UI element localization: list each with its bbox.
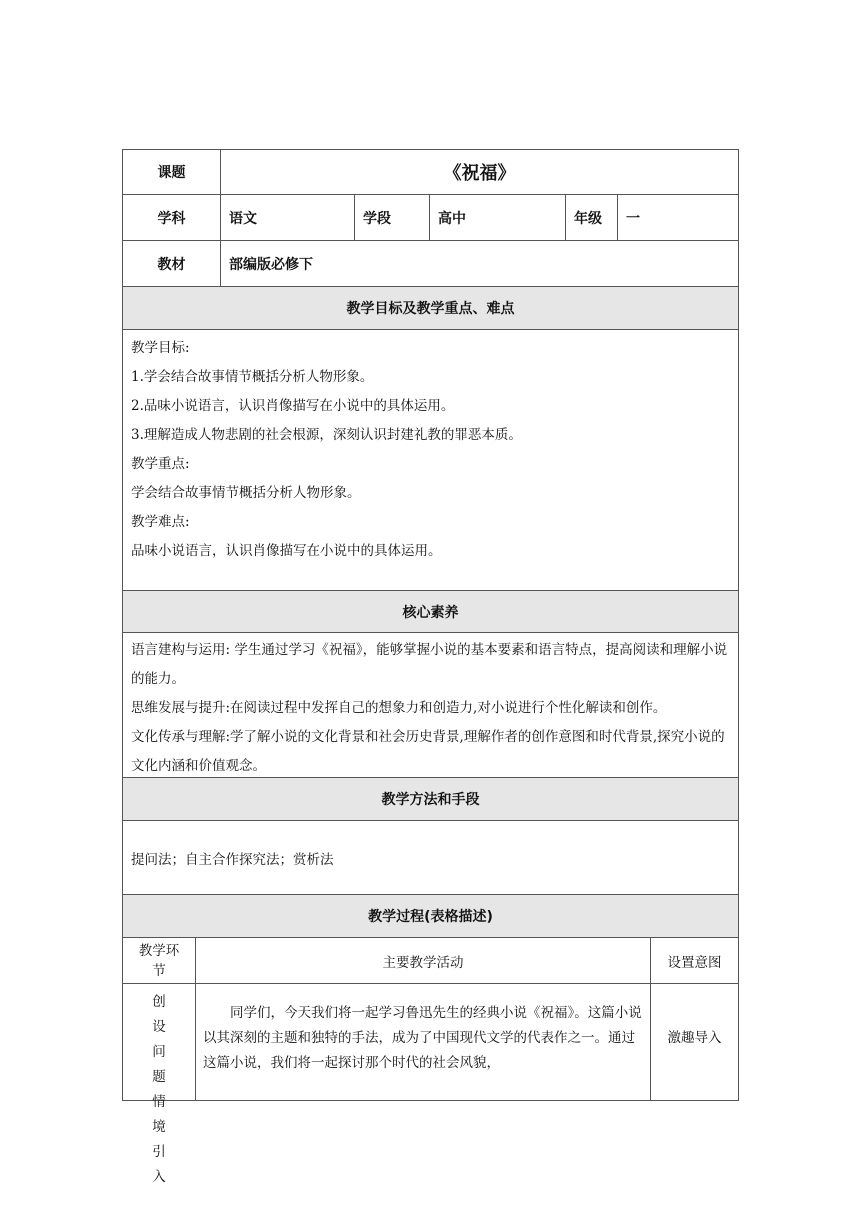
textbook-value: 部编版必修下 bbox=[221, 241, 739, 287]
goals-line: 3.理解造成人物悲剧的社会根源，深刻认识封建礼教的罪恶本质。 bbox=[131, 427, 522, 443]
process-col-stage: 教学环节 bbox=[122, 938, 196, 984]
methods-heading: 教学方法和手段 bbox=[122, 778, 739, 821]
literacy-paragraph: 思维发展与提升:在阅读过程中发挥自己的想象力和创造力,对小说进行个性化解读和创作。 bbox=[131, 700, 667, 716]
goals-heading: 教学目标及教学重点、难点 bbox=[122, 287, 739, 330]
goals-body bbox=[122, 330, 739, 591]
goals-line: 教学重点: bbox=[131, 456, 190, 472]
process-heading: 教学过程(表格描述) bbox=[122, 895, 739, 938]
goals-line: 教学难点: bbox=[131, 514, 190, 530]
goals-line: 教学目标: bbox=[131, 340, 190, 356]
subject-label: 学科 bbox=[122, 195, 221, 241]
literacy-paragraph: 文化传承与理解:学了解小说的文化背景和社会历史背景,理解作者的创作意图和时代背景,探究小说的文化内涵和价值观念。 bbox=[131, 729, 725, 774]
grade-value: 一 bbox=[618, 195, 739, 241]
process-row1-activity bbox=[196, 984, 651, 1101]
process-row1-activity-text: 同学们，今天我们将一起学习鲁迅先生的经典小说《祝福》。这篇小说以其深刻的主题和独特的手法，成为了中国现代文学的代表作之一。通过这篇小说，我们将一起探讨那个时代的社会风貌， bbox=[203, 1005, 642, 1071]
textbook-label: 教材 bbox=[122, 241, 221, 287]
goals-line: 品味小说语言，认识肖像描写在小说中的具体运用。 bbox=[131, 543, 442, 559]
grade-label: 年级 bbox=[566, 195, 618, 241]
goals-line: 1.学会结合故事情节概括分析人物形象。 bbox=[131, 369, 374, 385]
process-row1-intent: 激趣导入 bbox=[651, 984, 739, 1101]
process-col-intent: 设置意图 bbox=[651, 938, 739, 984]
goals-line: 学会结合故事情节概括分析人物形象。 bbox=[131, 485, 361, 501]
literacy-paragraph: 语言建构与运用: 学生通过学习《祝福》，能够掌握小说的基本要素和语言特点，提高阅读和理解小说的能力。 bbox=[131, 642, 728, 687]
process-col-activity: 主要教学活动 bbox=[196, 938, 651, 984]
stage-label: 学段 bbox=[355, 195, 430, 241]
topic-value: 《祝福》 bbox=[221, 149, 739, 195]
literacy-heading: 核心素养 bbox=[122, 591, 739, 633]
literacy-body bbox=[122, 633, 739, 778]
stage-value: 高中 bbox=[430, 195, 566, 241]
goals-line: 2.品味小说语言，认识肖像描写在小说中的具体运用。 bbox=[131, 398, 455, 414]
topic-label: 课题 bbox=[122, 149, 221, 195]
process-row1-stage-text: 创设问题情境引入 bbox=[152, 994, 166, 1185]
methods-text: 提问法；自主合作探究法；赏析法 bbox=[122, 821, 739, 895]
subject-value: 语文 bbox=[221, 195, 355, 241]
process-row1-stage bbox=[122, 984, 196, 1185]
